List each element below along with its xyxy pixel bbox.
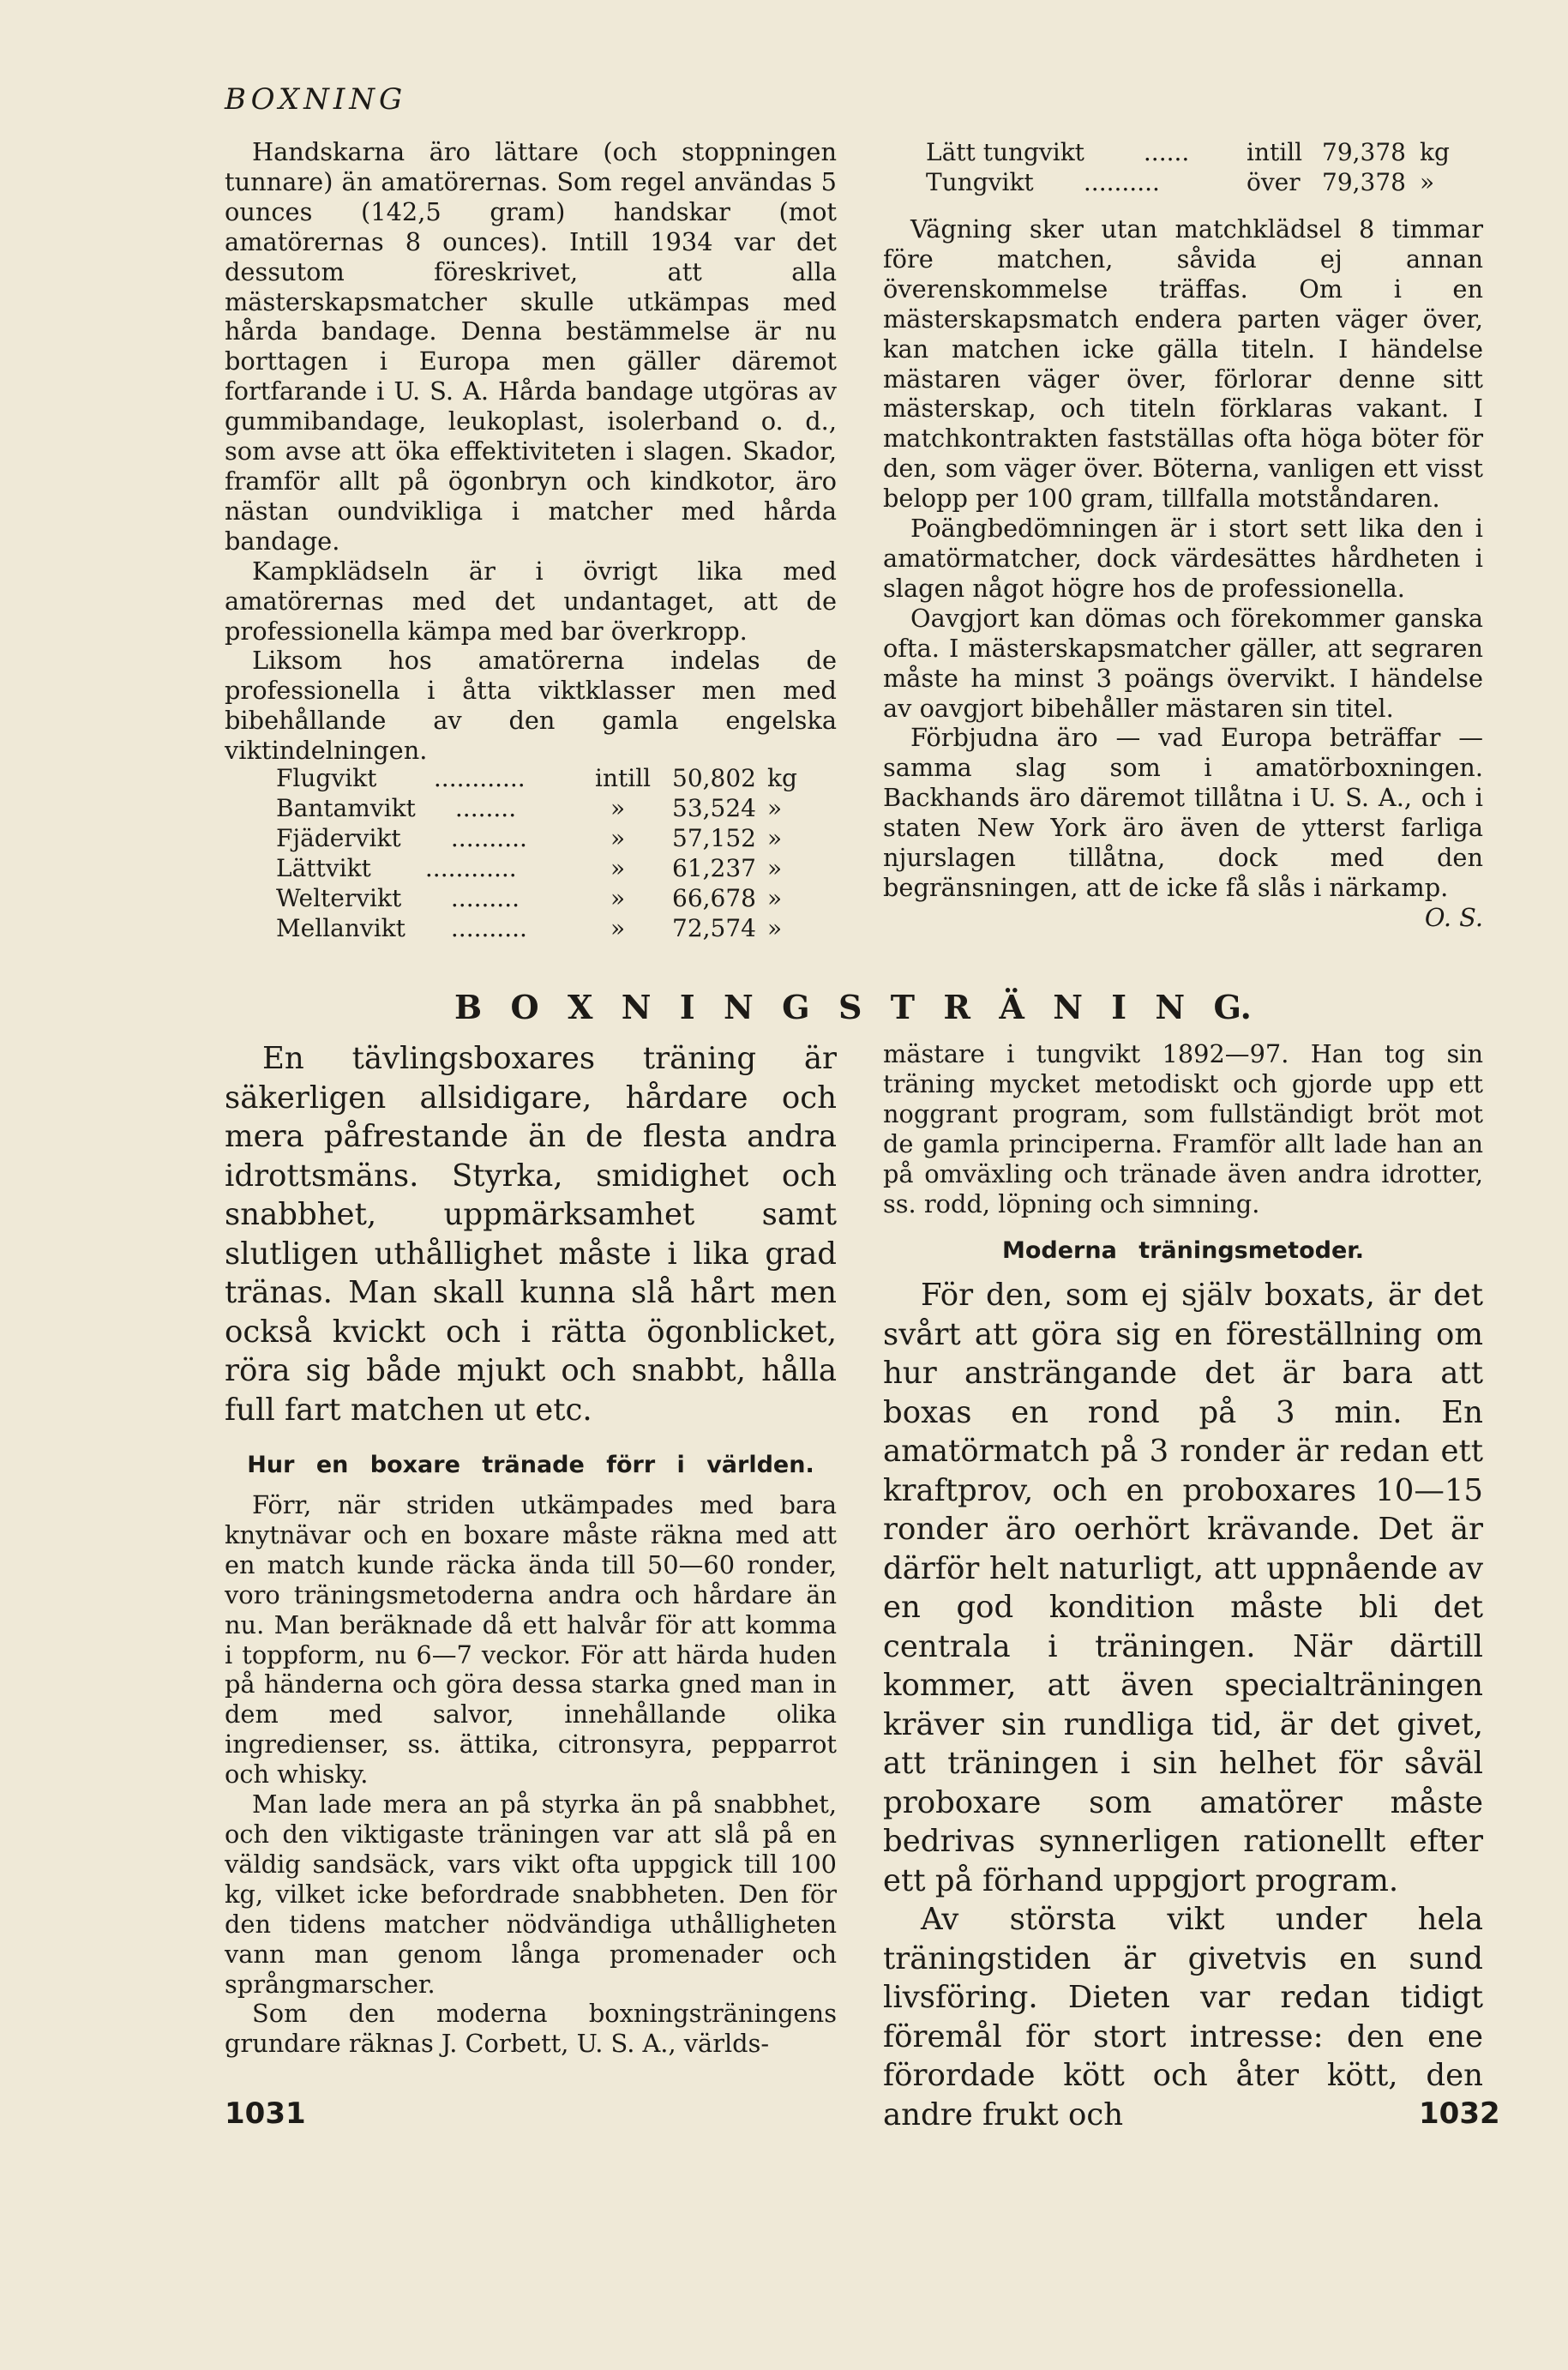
weight-class-name: Lätt tungvikt [926,138,1084,166]
weight-qualifier: » [610,854,626,882]
paragraph: Oavgjort kan dömas och förekommer ganska ofta. I mästerskapsmatcher gäller, att segraren måste ha minst 3 poängs övervikt. I händelse av oavgjort bibehåller mästaren sin titel. [883,603,1483,723]
weight-qualifier: » [610,914,626,942]
weight-row [276,793,808,823]
section-title-letter: Ä [999,988,1024,1026]
running-header: BOXNING [225,82,407,117]
weight-qualifier: över [1247,168,1301,196]
section-title-letter: X [567,988,593,1026]
weight-unit: » [767,794,783,822]
left-column-top [225,137,837,766]
weight-row [926,167,1457,197]
weight-class-name: Fjädervikt [276,824,401,852]
paragraph: Vägning sker utan matchklädsel 8 timmar före matchen, såvida ej annan överenskommelse träffas. Om i en mästerskapsmatch endera parten väger över, kan matchen icke gälla titeln. I händelse mästaren väger över, förlorar denne sitt mästerskap, och titeln förklaras vakant. I matchkontrakten fastställas ofta höga böter för den, som väger över. Böterna, vanligen ett visst belopp per 100 gram, tillfalla motståndaren. [883,214,1483,514]
section-title-letter: S [838,988,862,1026]
section-title-letter: O [510,988,539,1026]
weight-row [276,823,808,853]
weight-value: 66,678 [672,884,756,912]
weight-qualifier: intill [595,764,652,792]
paragraph: Förr, när striden utkämpades med bara knytnävar och en boxare måste räkna med att en match kunde räcka ända till 50—60 ronder, voro träningsmetoderna andra och hårdare än nu. Man beräknade då ett halvår för att komma i toppform, nu 6—7 veckor. För att härda huden på händerna och göra dessa starka gned man in dem med salvor, innehållande olika ingredienser, ss. ättika, citronsyra, pepparrot och whisky. [225,1490,837,1790]
weight-value: 57,152 [672,824,756,852]
weight-value: 53,524 [672,794,756,822]
author-signature: O. S. [1424,902,1483,932]
section-title-letter: I [1111,988,1127,1026]
section-title-letter: B [454,988,483,1026]
weight-class-table-continued [926,137,1457,197]
weight-unit: » [767,854,783,882]
weight-unit: kg [1420,138,1450,166]
weight-value: 50,802 [672,764,756,792]
weight-qualifier: » [610,884,626,912]
section-title-letter: T [890,988,916,1026]
weight-qualifier: » [610,794,626,822]
weight-unit: kg [767,764,797,792]
weight-unit: » [767,914,783,942]
weight-unit: » [1420,168,1435,196]
paragraph [883,723,1483,932]
weight-row [276,883,808,913]
weight-unit: » [767,884,783,912]
leader-dots: .......... [1076,168,1160,196]
leader-dots: .......... [443,824,527,852]
section-title [454,988,1252,1026]
weight-value: 79,378 [1322,138,1406,166]
weight-qualifier: intill [1247,138,1303,166]
weight-class-name: Flugvikt [276,764,377,792]
intro-paragraph: En tävlingsboxares träning är säkerligen allsidigare, hårdare och mera påfrestande än de flesta andra idrottsmäns. Styrka, smidighet och snabbhet, uppmärksamhet samt slutligen uthållighet måste i lika grad tränas. Man skall kunna slå hårt men också kvickt och i rätta ögonblicket, röra sig både mjukt och snabbt, hålla full fart matchen ut etc. [225,1041,837,1428]
weight-value: 61,237 [672,854,756,882]
paragraph: Kampklädseln är i övrigt lika med amatörernas med det undantaget, att de professionella kämpa med bar överkropp. [225,556,837,646]
paragraph: Handskarna äro lättare (och stoppningen tunnare) än amatörernas. Som regel användas 5 ounces (142,5 gram) handskar (mot amatörernas 8 ounces). Intill 1934 var det dessutom föreskrivet, att alla mästerskapsmatcher skulle utkämpas med hårda bandage. Denna bestämmelse är nu borttagen i Europa men gäller däremot fortfarande i U. S. A. Hårda bandage utgöras av gummibandage, leukoplast, isolerband o. d., som avse att öka effektiviteten i slagen. Skador, framför allt på ögonbryn och kindkotor, äro nästan oundvikliga i matcher med hårda bandage. [225,137,837,556]
weight-unit: » [767,824,783,852]
subheading: Hur en boxare tränade förr i världen. [247,1452,814,1478]
section-title-letter: N [724,988,754,1026]
weight-qualifier: » [610,824,626,852]
paragraph: Som den moderna boxningsträningens grundare räknas J. Corbett, U. S. A., världs- [225,1999,837,2059]
section-title-letter: G. [1213,988,1252,1026]
weight-class-name: Weltervikt [276,884,402,912]
section-title-letter: I [679,988,695,1026]
weight-class-name: Mellanvikt [276,914,406,942]
weight-class-name: Lättvikt [276,854,371,882]
weight-value: 72,574 [672,914,756,942]
left-column-bottom [225,1039,837,2059]
paragraph: Man lade mera an på styrka än på snabbhet, och den viktigaste träningen var att slå på en väldig sandsäck, vars vikt ofta uppgick till 100 kg, vilket icke befordrade snabbheten. Den för den tidens matcher nödvändiga uthålligheten vann man genom långa promenader och språngmarscher. [225,1790,837,1999]
leader-dots: .......... [443,914,527,942]
weight-row [276,853,808,883]
leader-dots: ...... [1136,138,1190,166]
weight-row [276,913,808,943]
paragraph: Liksom hos amatörerna indelas de professionella i åtta viktklasser men med bibehållande av den gamla engelska viktindelningen. [225,646,837,766]
section-title-letter: N [1053,988,1083,1026]
weight-class-name: Bantamvikt [276,794,416,822]
page-number-left: 1031 [225,2096,306,2131]
section-title-letter: N [621,988,652,1026]
subheading: Moderna träningsmetoder. [1001,1237,1364,1265]
leader-dots: ............ [426,764,526,792]
paragraph: För den, som ej själv boxats, är det svårt att göra sig en föreställning om hur ansträngande det är bara att boxas en rond på 3 min. En amatörmatch på 3 ronder är redan ett kraftprov, och en proboxares 10—15 ronder äro oerhört krävande. Det är därför helt naturligt, att uppnående av en god kondition måste bli det centrala i träningen. När därtill kommer, att även specialträningen kräver sin rundliga tid, är det givet, att träningen i sin helhet för såväl proboxare som amatörer måste bedrivas synnerligen rationellt efter ett på förhand uppgjort program. [883,1278,1483,1898]
section-title-letter: R [943,988,970,1026]
weight-value: 79,378 [1322,168,1406,196]
weight-row [926,137,1457,167]
leader-dots: ............ [418,854,517,882]
leader-dots: ........ [448,794,517,822]
weight-class-name: Tungvikt [926,168,1034,196]
paragraph: Poängbedömningen är i stort sett lika den i amatörmatcher, dock värdesättes hårdheten i slagen något högre hos de professionella. [883,514,1483,603]
weight-row [276,763,808,793]
section-title-letter: N [1155,988,1186,1026]
page-number-right: 1032 [1419,2096,1500,2131]
leader-dots: ......... [443,884,520,912]
right-column-top [883,214,1483,933]
weight-class-table [276,763,808,943]
paragraph-text: Förbjudna äro — vad Europa beträffar — samma slag som i amatörboxningen. Backhands äro däremot tillåtna i U. S. A., och i staten New York äro även de ytterst farliga njurslagen tillåtna, dock med den begränsningen, att de icke få slås i närkamp. [883,723,1483,902]
paragraph: Av största vikt under hela träningstiden är givetvis en sund livsföring. Dieten var redan tidigt föremål för stort intresse: den ene förordade kött och åter kött, den andre frukt och [883,1902,1483,2132]
right-column-bottom [883,1039,1483,2134]
paragraph: mästare i tungvikt 1892—97. Han tog sin träning mycket metodiskt och gjorde upp ett noggrant program, som fullständigt bröt mot de gamla principerna. Framför allt lade han an på omväxling och tränade även andra idrotter, ss. rodd, löpning och simning. [883,1039,1483,1218]
section-title-letter: G [782,988,810,1026]
